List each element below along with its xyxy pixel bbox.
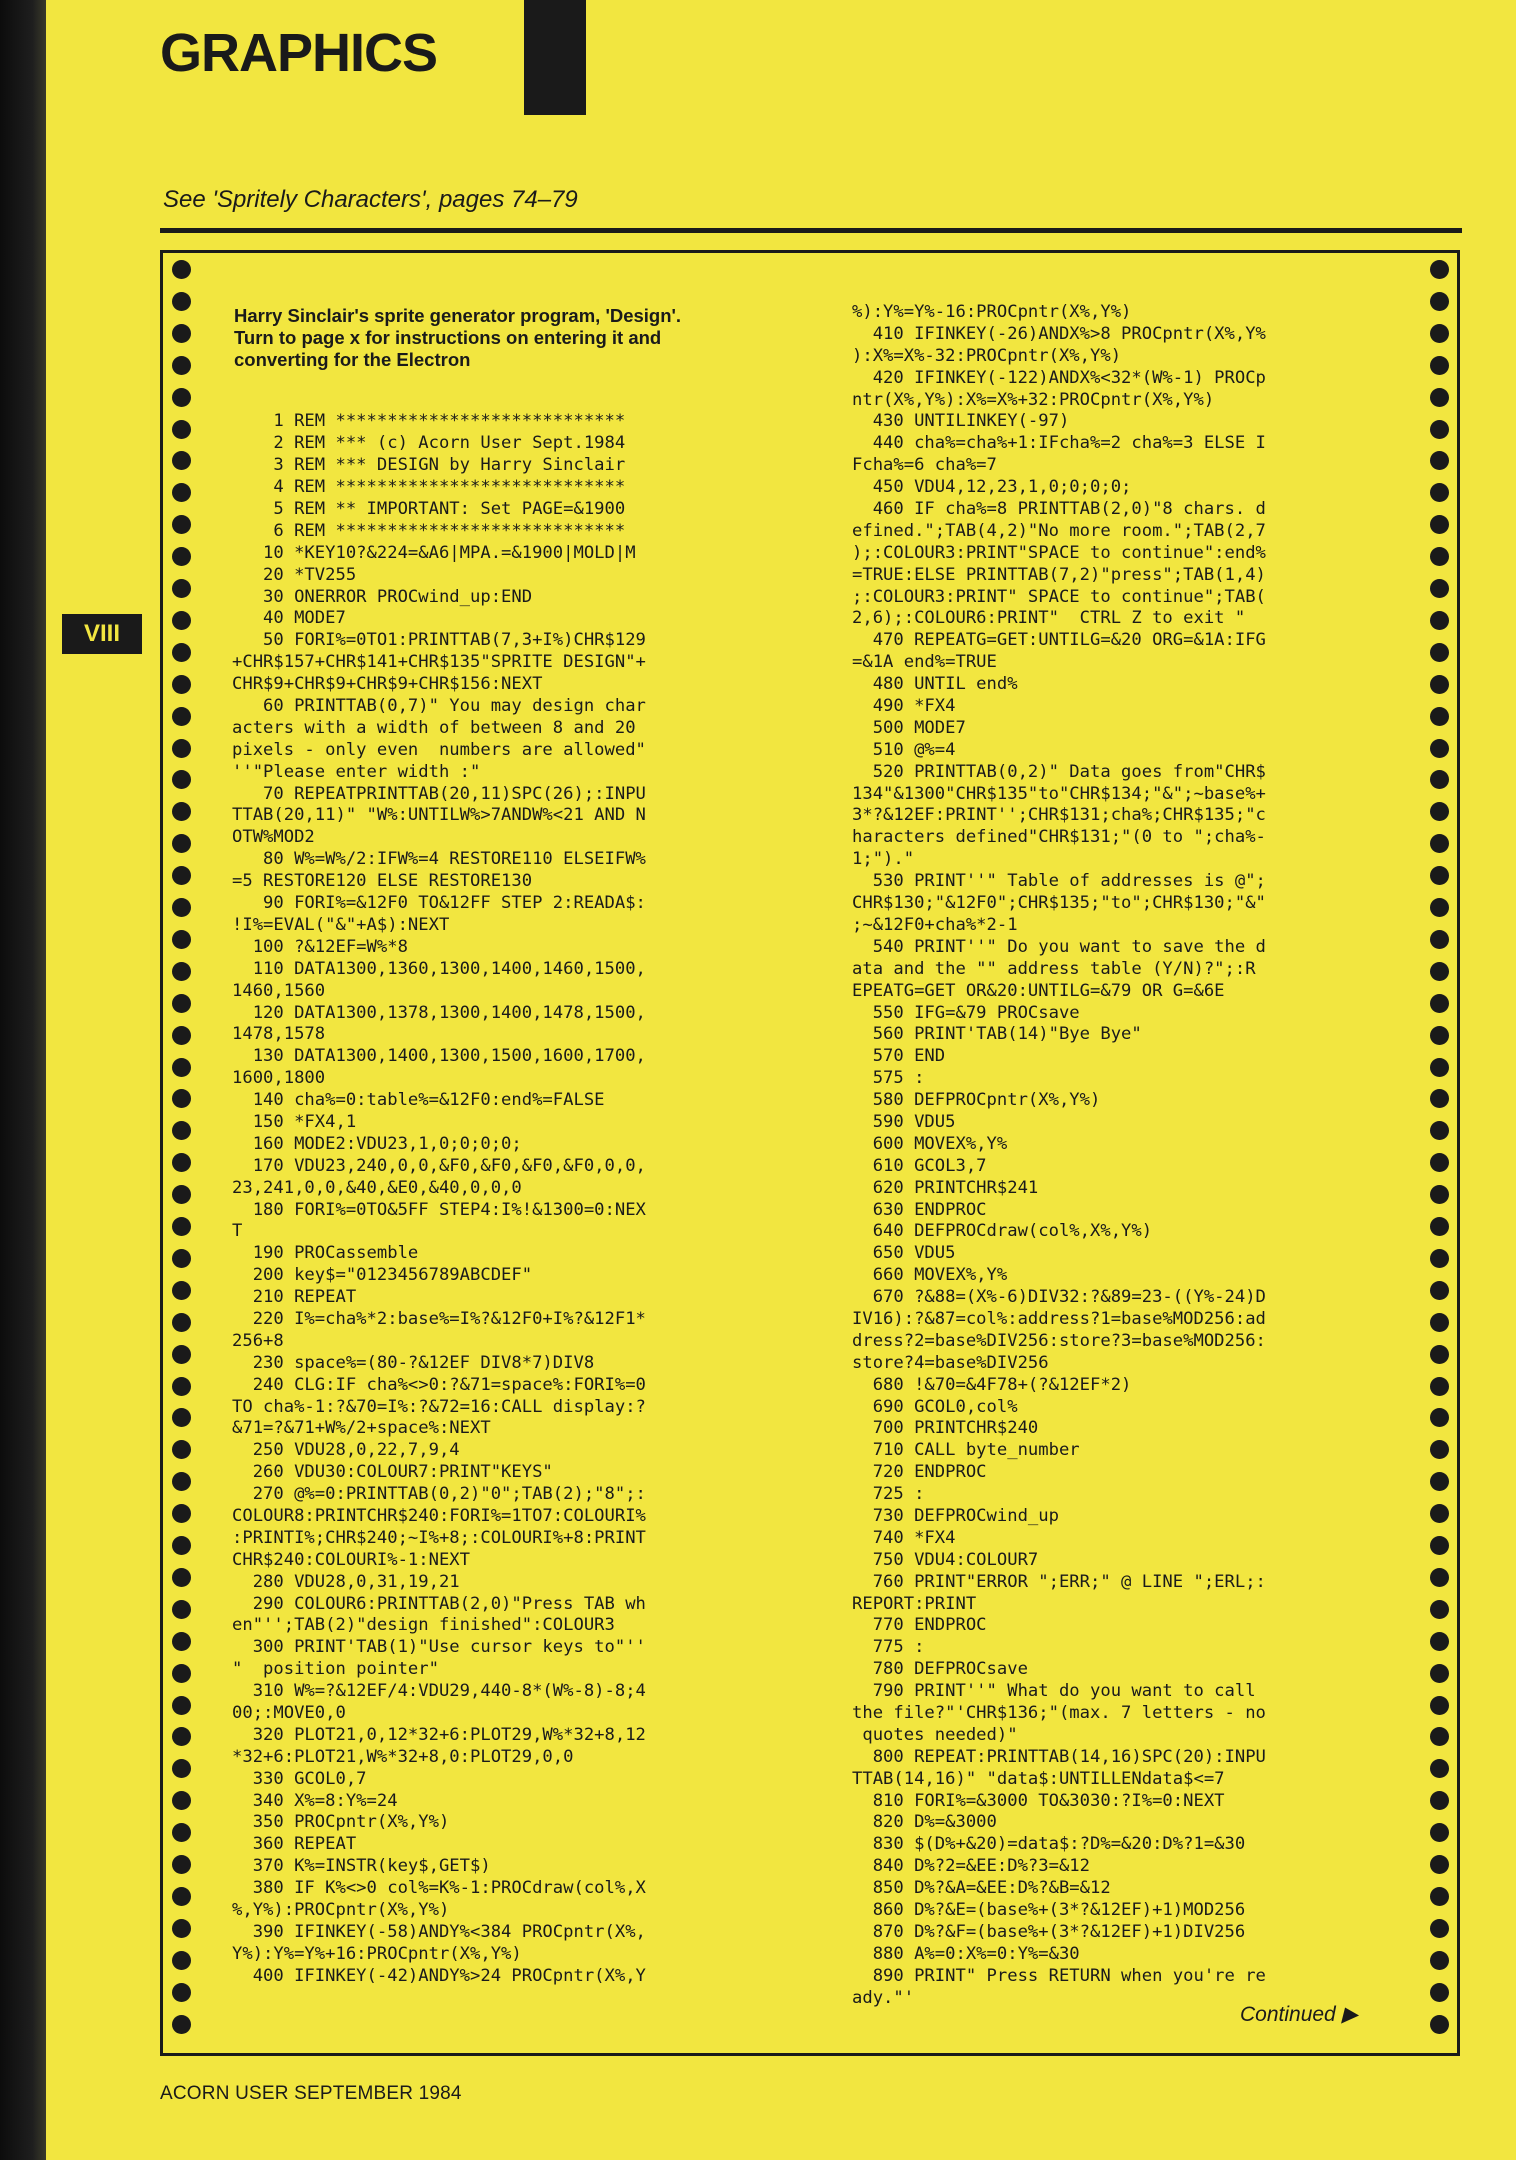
listing-line: 70 REPEATPRINTTAB(20,11)SPC(26);:INPU [232, 783, 646, 804]
listing-line: %,Y%):PROCpntr(X%,Y%) [232, 1900, 450, 1921]
listing-line: 290 COLOUR6:PRINTTAB(2,0)"Press TAB wh [232, 1593, 646, 1614]
listing-line: 80 W%=W%/2:IFW%=4 RESTORE110 ELSEIFW% [232, 849, 646, 870]
listing-line: acters with a width of between 8 and 20 [232, 717, 636, 738]
listing-line: 4 REM **************************** [232, 477, 626, 498]
sprocket-hole [1430, 1632, 1449, 1651]
sprocket-hole [172, 739, 191, 758]
listing-column-left [232, 302, 762, 1988]
sprocket-hole [1430, 420, 1449, 439]
listing-line: 390 IFINKEY(-58)ANDY%<384 PROCpntr(X%, [232, 1921, 646, 1942]
sprocket-hole [1430, 1313, 1449, 1332]
listing-line: ntr(X%,Y%):X%=X%+32:PROCpntr(X%,Y%) [852, 389, 1215, 410]
sprocket-hole [172, 292, 191, 311]
listing-line: 830 $(D%+&20)=data$:?D%=&20:D%?1=&30 [852, 1834, 1246, 1855]
sprocket-hole [172, 1791, 191, 1810]
sprocket-hole [172, 388, 191, 407]
listing-line: ):X%=X%-32:PROCpntr(X%,Y%) [852, 345, 1122, 366]
sprocket-hole [1430, 930, 1449, 949]
listing-line: 850 D%?&A=&EE:D%?&B=&12 [852, 1878, 1111, 1899]
sprocket-hole [172, 579, 191, 598]
listing-line: 240 CLG:IF cha%<>0:?&71=space%:FORI%=0 [232, 1374, 646, 1395]
listing-line: 400 IFINKEY(-42)ANDY%>24 PROCpntr(X%,Y [232, 1965, 646, 1986]
intro-text: Harry Sinclair's sprite generator program, 'Design'. Turn to page x for instructions on entering it and converting for the Electron [234, 305, 682, 370]
sprocket-hole [1430, 547, 1449, 566]
sprocket-hole [1430, 898, 1449, 917]
sprocket-hole [172, 1249, 191, 1268]
sprocket-hole [1430, 643, 1449, 662]
listing-line: 420 IFINKEY(-122)ANDX%<32*(W%-1) PROCp [852, 367, 1266, 388]
listing-line [232, 324, 762, 346]
listing-line: EPEATG=GET OR&20:UNTILG=&79 OR G=&6E [852, 980, 1225, 1001]
sprocket-hole [172, 1823, 191, 1842]
sprocket-hole [1430, 739, 1449, 758]
sprocket-hole [1430, 356, 1449, 375]
sprocket-hole [172, 324, 191, 343]
sprocket-hole [172, 1536, 191, 1555]
sprocket-hole [172, 1153, 191, 1172]
listing-column-right [852, 302, 1377, 2009]
listing-line: 870 D%?&F=(base%+(3*?&12EF)+1)DIV256 [852, 1921, 1246, 1942]
listing-line: 140 cha%=0:table%=&12F0:end%=FALSE [232, 1090, 605, 1111]
listing-line [232, 368, 762, 390]
sprocket-hole [172, 356, 191, 375]
sprocket-hole [1430, 866, 1449, 885]
listing-line: 210 REPEAT [232, 1287, 357, 1308]
sprocket-hole [1430, 292, 1449, 311]
sprocket-hole [1430, 1887, 1449, 1906]
listing-line: 150 *FX4,1 [232, 1111, 357, 1132]
sprocket-hole [1430, 1217, 1449, 1236]
section-tab: VIII [62, 614, 142, 654]
listing-line [232, 390, 762, 412]
sprocket-hole [172, 1440, 191, 1459]
listing-line: TTAB(14,16)" "data$:UNTILLENdata$<=7 [852, 1768, 1225, 1789]
listing-line: !I%=EVAL("&"+A$):NEXT [232, 914, 450, 935]
listing-line: 6 REM **************************** [232, 520, 626, 541]
sprocket-hole [1430, 1696, 1449, 1715]
listing-line: 270 @%=0:PRINTTAB(0,2)"0";TAB(2);"8";: [232, 1484, 646, 1505]
sprocket-hole [1430, 1951, 1449, 1970]
listing-line: 560 PRINT'TAB(14)"Bye Bye" [852, 1024, 1142, 1045]
listing-line: 550 IFG=&79 PROCsave [852, 1002, 1080, 1023]
listing-line: ady."' [852, 1987, 915, 2008]
sprocket-hole [1430, 1791, 1449, 1810]
listing-line: 820 D%=&3000 [852, 1812, 997, 1833]
sprocket-hole [1430, 1504, 1449, 1523]
sprocket-hole [172, 1600, 191, 1619]
sprocket-hole [1430, 1377, 1449, 1396]
sprocket-hole [172, 770, 191, 789]
sprocket-hole [1430, 1153, 1449, 1172]
listing-line: 575 : [852, 1068, 925, 1089]
sprocket-hole [1430, 1440, 1449, 1459]
listing-line: 430 UNTILINKEY(-97) [852, 411, 1070, 432]
sprocket-hole [172, 802, 191, 821]
listing-line: 110 DATA1300,1360,1300,1400,1460,1500, [232, 958, 646, 979]
listing-line: 600 MOVEX%,Y% [852, 1133, 1008, 1154]
sprocket-hole [1430, 675, 1449, 694]
sprocket-hole [172, 866, 191, 885]
sprocket-hole [1430, 1759, 1449, 1778]
sprocket-hole [172, 1058, 191, 1077]
listing-line: store?4=base%DIV256 [852, 1352, 1049, 1373]
listing-line: 60 PRINTTAB(0,7)" You may design char [232, 696, 646, 717]
listing-line: 490 *FX4 [852, 696, 956, 717]
listing-line: 620 PRINTCHR$241 [852, 1177, 1039, 1198]
listing-line: 760 PRINT"ERROR ";ERR;" @ LINE ";ERL;: [852, 1571, 1266, 1592]
sprocket-hole [172, 1759, 191, 1778]
listing-line: 840 D%?2=&EE:D%?3=&12 [852, 1856, 1090, 1877]
listing-line: 510 @%=4 [852, 739, 956, 760]
listing-line: 50 FORI%=0TO1:PRINTTAB(7,3+I%)CHR$129 [232, 630, 646, 651]
listing-line: 3*?&12EF:PRINT'';CHR$131;cha%;CHR$135;"c [852, 805, 1266, 826]
sprocket-hole [1430, 1185, 1449, 1204]
sprocket-hole [1430, 770, 1449, 789]
listing-line: 730 DEFPROCwind_up [852, 1505, 1059, 1526]
sprocket-hole [1430, 834, 1449, 853]
sprocket-hole [172, 1855, 191, 1874]
sprocket-hole [172, 611, 191, 630]
sprocket-hole [1430, 1600, 1449, 1619]
listing-line: 680 !&70=&4F78+(?&12EF*2) [852, 1374, 1132, 1395]
listing-line: 450 VDU4,12,23,1,0;0;0;0; [852, 477, 1132, 498]
listing-line: 710 CALL byte_number [852, 1440, 1080, 1461]
listing-line: 134"&1300"CHR$135"to"CHR$134;"&";~base%+ [852, 783, 1266, 804]
sprocket-hole [172, 834, 191, 853]
page-footer: ACORN USER SEPTEMBER 1984 [160, 2083, 462, 2104]
sprocket-hole [172, 1472, 191, 1491]
sprocket-hole [172, 1026, 191, 1045]
sprocket-hole [1430, 1345, 1449, 1364]
listing-line: 750 VDU4:COLOUR7 [852, 1549, 1039, 1570]
sprocket-hole [1430, 451, 1449, 470]
sprocket-hole [172, 1281, 191, 1300]
listing-line: );:COLOUR3:PRINT"SPACE to continue":end% [852, 542, 1266, 563]
listing-line: IV16):?&87=col%:address?1=base%MOD256:ad [852, 1308, 1266, 1329]
sprocket-hole [172, 1504, 191, 1523]
sprocket-hole [1430, 515, 1449, 534]
sprocket-hole [1430, 2015, 1449, 2034]
sprocket-hole [172, 898, 191, 917]
listing-line: =5 RESTORE120 ELSE RESTORE130 [232, 871, 533, 892]
sprocket-hole [1430, 1249, 1449, 1268]
sprocket-hole [1430, 962, 1449, 981]
sprocket-hole [172, 1217, 191, 1236]
listing-line: 2 REM *** (c) Acorn User Sept.1984 [232, 433, 626, 454]
sprocket-hole [1430, 1026, 1449, 1045]
listing-line: ''"Please enter width :" [232, 761, 481, 782]
listing-line: 5 REM ** IMPORTANT: Set PAGE=&1900 [232, 499, 626, 520]
listing-line: 200 key$="0123456789ABCDEF" [232, 1265, 533, 1286]
listing-line: 520 PRINTTAB(0,2)" Data goes from"CHR$ [852, 761, 1266, 782]
listing-line: 160 MODE2:VDU23,1,0;0;0;0; [232, 1133, 522, 1154]
listing-line: 350 PROCpntr(X%,Y%) [232, 1812, 450, 1833]
listing-line: ata and the "" address table (Y/N)?";:R [852, 958, 1256, 979]
sprocket-hole [172, 420, 191, 439]
listing-line: 500 MODE7 [852, 717, 966, 738]
listing-line: 460 IF cha%=8 PRINTTAB(2,0)"8 chars. d [852, 499, 1266, 520]
sprocket-hole [172, 515, 191, 534]
sprocket-hole [1430, 994, 1449, 1013]
sprocket-hole [1430, 324, 1449, 343]
listing-line: 725 : [852, 1484, 925, 1505]
listing-line: 570 END [852, 1046, 946, 1067]
section-title: GRAPHICS [160, 23, 438, 83]
sprocket-hole [1430, 1058, 1449, 1077]
sprocket-hole [1430, 1664, 1449, 1683]
listing-line [232, 346, 762, 368]
listing-line: 1;")." [852, 849, 915, 870]
listing-line: 1 REM **************************** [232, 411, 626, 432]
listing-line: 310 W%=?&12EF/4:VDU29,440-8*(W%-8)-8;4 [232, 1681, 646, 1702]
listing-line: 40 MODE7 [232, 608, 346, 629]
listing-line: 180 FORI%=0TO&5FF STEP4:I%!&1300=0:NEX [232, 1199, 646, 1220]
listing-line: +CHR$157+CHR$141+CHR$135"SPRITE DESIGN"+ [232, 652, 646, 673]
listing-line: en"'';TAB(2)"design finished":COLOUR3 [232, 1615, 615, 1636]
listing-line: CHR$130;"&12F0";CHR$135;"to";CHR$130;"&" [852, 893, 1266, 914]
sprocket-hole [172, 1313, 191, 1332]
sprocket-hole [172, 643, 191, 662]
listing-line: 256+8 [232, 1330, 284, 1351]
listing-line: 20 *TV255 [232, 564, 357, 585]
listing-line: quotes needed)" [852, 1724, 1018, 1745]
sprocket-hole [1430, 388, 1449, 407]
listing-line: 470 REPEATG=GET:UNTILG=&20 ORG=&1A:IFG [852, 630, 1266, 651]
sprocket-hole [172, 1887, 191, 1906]
listing-line: ;:COLOUR3:PRINT" SPACE to continue";TAB( [852, 586, 1266, 607]
magazine-spine [0, 0, 46, 2160]
listing-line: 330 GCOL0,7 [232, 1768, 367, 1789]
sprocket-hole [1430, 483, 1449, 502]
sprocket-hole [1430, 1281, 1449, 1300]
listing-line: 90 FORI%=&12F0 TO&12FF STEP 2:READA$: [232, 893, 646, 914]
continued-label: Continued ▶ [1240, 2003, 1358, 2026]
listing-line: 320 PLOT21,0,12*32+6:PLOT29,W%*32+8,12 [232, 1724, 646, 1745]
sprocket-hole [1430, 1089, 1449, 1108]
sprocket-hole [172, 1568, 191, 1587]
listing-line: 800 REPEAT:PRINTTAB(14,16)SPC(20):INPU [852, 1746, 1266, 1767]
header-rule [160, 228, 1462, 233]
header-black-block [524, 0, 586, 115]
listing-line: 170 VDU23,240,0,0,&F0,&F0,&F0,&F0,0,0, [232, 1155, 646, 1176]
sprocket-hole [172, 1089, 191, 1108]
listing-line: efined.";TAB(4,2)"No more room.";TAB(2,7 [852, 520, 1266, 541]
listing-line: 340 X%=8:Y%=24 [232, 1790, 398, 1811]
listing-line: 590 VDU5 [852, 1111, 956, 1132]
listing-line: Y%):Y%=Y%+16:PROCpntr(X%,Y%) [232, 1943, 522, 1964]
listing-line: 780 DEFPROCsave [852, 1659, 1028, 1680]
sprocket-hole [1430, 579, 1449, 598]
listing-line: 360 REPEAT [232, 1834, 357, 1855]
sprocket-hole [172, 1664, 191, 1683]
listing-line: 230 space%=(80-?&12EF DIV8*7)DIV8 [232, 1352, 595, 1373]
listing-line: 410 IFINKEY(-26)ANDX%>8 PROCpntr(X%,Y% [852, 323, 1266, 344]
listing-line [232, 302, 762, 324]
sprocket-hole [172, 1951, 191, 1970]
sprocket-hole [1430, 1568, 1449, 1587]
sprocket-hole [1430, 1472, 1449, 1491]
listing-line: 440 cha%=cha%+1:IFcha%=2 cha%=3 ELSE I [852, 433, 1266, 454]
listing-line: T [232, 1221, 243, 1242]
listing-line: 670 ?&88=(X%-6)DIV32:?&89=23-((Y%-24)D [852, 1287, 1266, 1308]
sprocket-hole [1430, 1121, 1449, 1140]
listing-line: 260 VDU30:COLOUR7:PRINT"KEYS" [232, 1462, 553, 1483]
listing-line: 23,241,0,0,&40,&E0,&40,0,0,0 [232, 1177, 522, 1198]
listing-line: haracters defined"CHR$131;"(0 to ";cha%- [852, 827, 1266, 848]
listing-line: 630 ENDPROC [852, 1199, 987, 1220]
sprocket-hole [172, 1121, 191, 1140]
listing-line: 650 VDU5 [852, 1243, 956, 1264]
listing-line: OTW%MOD2 [232, 827, 315, 848]
listing-line: COLOUR8:PRINTCHR$240:FORI%=1TO7:COLOURI% [232, 1505, 646, 1526]
listing-line: 640 DEFPROCdraw(col%,X%,Y%) [852, 1221, 1153, 1242]
sprocket-hole [172, 547, 191, 566]
listing-line: =TRUE:ELSE PRINTTAB(7,2)"press";TAB(1,4) [852, 564, 1266, 585]
listing-line: 775 : [852, 1637, 925, 1658]
listing-line: 810 FORI%=&3000 TO&3030:?I%=0:NEXT [852, 1790, 1225, 1811]
listing-line: 10 *KEY10?&224=&A6|MPA.=&1900|MOLD|M [232, 542, 636, 563]
listing-line: ;~&12F0+cha%*2-1 [852, 914, 1018, 935]
listing-line: 540 PRINT''" Do you want to save the d [852, 936, 1266, 957]
listing-line: 30 ONERROR PROCwind_up:END [232, 586, 533, 607]
listing-line: 690 GCOL0,col% [852, 1396, 1018, 1417]
sprocket-hole [1430, 1919, 1449, 1938]
listing-line: CHR$240:COLOURI%-1:NEXT [232, 1549, 470, 1570]
sprocket-hole [1430, 707, 1449, 726]
sprocket-hole [172, 1632, 191, 1651]
sprocket-hole [172, 1408, 191, 1427]
sprocket-hole [172, 2015, 191, 2034]
listing-line: dress?2=base%DIV256:store?3=base%MOD256: [852, 1330, 1266, 1351]
sprocket-hole [1430, 260, 1449, 279]
listing-line: 280 VDU28,0,31,19,21 [232, 1571, 460, 1592]
sprocket-hole [1430, 1855, 1449, 1874]
sprocket-hole [172, 962, 191, 981]
listing-line: 770 ENDPROC [852, 1615, 987, 1636]
sprocket-hole [172, 483, 191, 502]
listing-line: 370 K%=INSTR(key$,GET$) [232, 1856, 491, 1877]
listing-line: 610 GCOL3,7 [852, 1155, 987, 1176]
sprocket-hole [1430, 802, 1449, 821]
sprocket-hole [172, 1696, 191, 1715]
listing-line: 00;:MOVE0,0 [232, 1703, 346, 1723]
listing-line: 480 UNTIL end% [852, 674, 1018, 695]
listing-line: 580 DEFPROCpntr(X%,Y%) [852, 1090, 1101, 1111]
listing-line: TO cha%-1:?&70=I%:?&72=16:CALL display:? [232, 1396, 646, 1417]
listing-line: 660 MOVEX%,Y% [852, 1265, 1008, 1286]
listing-line: REPORT:PRINT [852, 1593, 977, 1614]
listing-line: 250 VDU28,0,22,7,9,4 [232, 1440, 460, 1461]
listing-line: 740 *FX4 [852, 1527, 956, 1548]
listing-line: 3 REM *** DESIGN by Harry Sinclair [232, 455, 626, 476]
listing-line: *32+6:PLOT21,W%*32+8,0:PLOT29,0,0 [232, 1746, 574, 1767]
sprocket-hole [1430, 1727, 1449, 1746]
listing-line: 120 DATA1300,1378,1300,1400,1478,1500, [232, 1002, 646, 1023]
sprocket-hole [172, 260, 191, 279]
sprocket-hole [172, 707, 191, 726]
listing-line: 220 I%=cha%*2:base%=I%?&12F0+I%?&12F1* [232, 1308, 646, 1329]
listing-line: %):Y%=Y%-16:PROCpntr(X%,Y%) [852, 302, 1132, 322]
sprocket-holes-left [172, 260, 194, 2050]
sprocket-hole [172, 1919, 191, 1938]
listing-line: pixels - only even numbers are allowed" [232, 739, 646, 760]
listing-line: CHR$9+CHR$9+CHR$9+CHR$156:NEXT [232, 674, 543, 695]
sprocket-hole [172, 1185, 191, 1204]
listing-line: TTAB(20,11)" "W%:UNTILW%>7ANDW%<21 AND N [232, 805, 646, 826]
listing-line: 300 PRINT'TAB(1)"Use cursor keys to"'' [232, 1637, 646, 1658]
sprocket-hole [172, 1345, 191, 1364]
listing-line: 1600,1800 [232, 1068, 326, 1089]
sprocket-hole [172, 994, 191, 1013]
listing-line: 1478,1578 [232, 1024, 326, 1045]
listing-line: " position pointer" [232, 1659, 439, 1680]
listing-line: Fcha%=6 cha%=7 [852, 455, 997, 476]
listing-line: 720 ENDPROC [852, 1462, 987, 1483]
listing-line: 100 ?&12EF=W%*8 [232, 936, 408, 957]
sprocket-hole [172, 1727, 191, 1746]
listing-line: 190 PROCassemble [232, 1243, 419, 1264]
sprocket-hole [172, 1377, 191, 1396]
cross-reference: See 'Spritely Characters', pages 74–79 [163, 186, 578, 213]
listing-line: 2,6);:COLOUR6:PRINT" CTRL Z to exit " [852, 608, 1246, 629]
sprocket-hole [1430, 1983, 1449, 2002]
listing-line: 700 PRINTCHR$240 [852, 1418, 1039, 1439]
listing-line: &71=?&71+W%/2+space%:NEXT [232, 1418, 491, 1439]
sprocket-hole [1430, 1823, 1449, 1842]
sprocket-hole [172, 675, 191, 694]
listing-line: 860 D%?&E=(base%+(3*?&12EF)+1)MOD256 [852, 1900, 1246, 1921]
listing-line: 790 PRINT''" What do you want to call [852, 1681, 1256, 1702]
listing-line: 130 DATA1300,1400,1300,1500,1600,1700, [232, 1046, 646, 1067]
listing-line: 1460,1560 [232, 980, 326, 1001]
listing-line: 530 PRINT''" Table of addresses is @"; [852, 871, 1266, 892]
listing-line: the file?"'CHR$136;"(max. 7 letters - no [852, 1703, 1266, 1723]
listing-line: 890 PRINT" Press RETURN when you're re [852, 1965, 1266, 1986]
listing-line: 380 IF K%<>0 col%=K%-1:PROCdraw(col%,X [232, 1878, 646, 1899]
listing-line: =&1A end%=TRUE [852, 652, 997, 673]
sprocket-hole [172, 930, 191, 949]
sprocket-hole [1430, 1536, 1449, 1555]
sprocket-holes-right [1430, 260, 1452, 2050]
sprocket-hole [1430, 611, 1449, 630]
sprocket-hole [172, 1983, 191, 2002]
sprocket-hole [1430, 1408, 1449, 1427]
listing-line: 880 A%=0:X%=0:Y%=&30 [852, 1943, 1080, 1964]
sprocket-hole [172, 451, 191, 470]
listing-line: :PRINTI%;CHR$240;~I%+8;:COLOURI%+8:PRINT [232, 1527, 646, 1548]
